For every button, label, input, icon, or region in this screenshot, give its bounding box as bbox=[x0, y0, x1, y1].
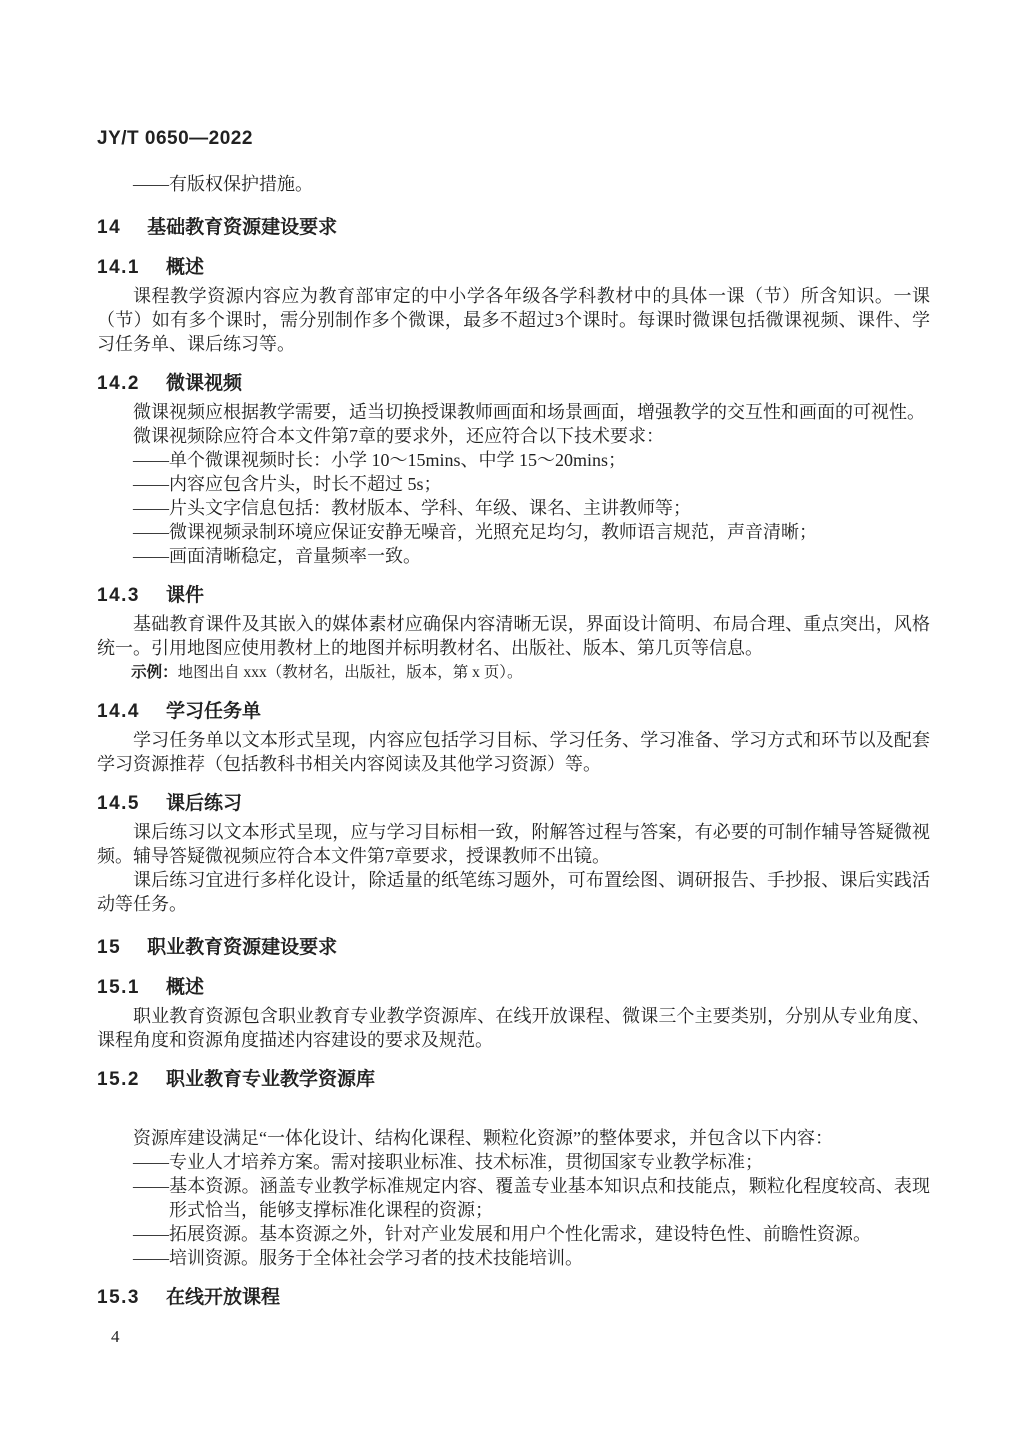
example-label: 示例： bbox=[131, 664, 178, 681]
list-item-dash: ——专业人才培养方案。需对接职业标准、技术标准，贯彻国家专业教学标准； bbox=[133, 1152, 763, 1172]
subsection-heading-15-2 bbox=[97, 1068, 930, 1092]
list-item-dash: ——培训资源。服务于全体社会学习者的技术技能培训。 bbox=[133, 1248, 583, 1268]
subsection-number: 14.2 bbox=[97, 373, 140, 394]
subsection-heading-14-1 bbox=[97, 256, 930, 280]
standard-number-header: JY/T 0650—2022 bbox=[97, 128, 253, 149]
paragraph: 基础教育课件及其嵌入的媒体素材应确保内容清晰无误，界面设计简明、布局合理、重点突出，风格统一。引用地图应使用教材上的地图并标明教材名、出版社、版本、第几页等信息。 bbox=[97, 614, 930, 658]
subsection-number: 15.1 bbox=[97, 977, 140, 998]
subsection-title: 概述 bbox=[165, 257, 204, 278]
subsection-title: 职业教育专业教学资源库 bbox=[165, 1069, 375, 1090]
section-title: 基础教育资源建设要求 bbox=[147, 217, 338, 238]
paragraph: 职业教育资源包含职业教育专业教学资源库、在线开放课程、微课三个主要类别，分别从专业角度、课程角度和资源角度描述内容建设的要求及规范。 bbox=[97, 1006, 930, 1050]
subsection-heading-14-3 bbox=[97, 584, 930, 608]
subsection-heading-14-4 bbox=[97, 700, 930, 724]
list-item-dash: ——单个微课视频时长：小学 10～15mins、中学 15～20mins； bbox=[133, 450, 627, 470]
section-number: 15 bbox=[97, 937, 122, 958]
section-heading-15 bbox=[97, 936, 930, 960]
list-item-dash: ——微课视频录制环境应保证安静无噪音，光照充足均匀，教师语言规范，声音清晰； bbox=[133, 522, 817, 542]
subsection-title: 课件 bbox=[165, 585, 204, 606]
list-item-dash: ——有版权保护措施。 bbox=[133, 174, 313, 194]
subsection-number: 14.3 bbox=[97, 585, 140, 606]
page-number: 4 bbox=[111, 1327, 120, 1346]
list-item-dash: ——片头文字信息包括：教材版本、学科、年级、课名、主讲教师等； bbox=[133, 498, 691, 518]
section-title: 职业教育资源建设要求 bbox=[147, 937, 338, 958]
subsection-number: 14.4 bbox=[97, 701, 140, 722]
subsection-title: 课后练习 bbox=[165, 793, 242, 814]
subsection-title: 学习任务单 bbox=[165, 701, 261, 722]
list-item-dash: ——基本资源。涵盖专业教学标准规定内容、覆盖专业基本知识点和技能点，颗粒化程度较高、表现形式恰当，能够支撑标准化课程的资源； bbox=[133, 1176, 930, 1220]
list-item-dash: ——画面清晰稳定，音量频率一致。 bbox=[133, 546, 421, 566]
paragraph: 微课视频除应符合本文件第7章的要求外，还应符合以下技术要求： bbox=[133, 426, 664, 446]
paragraph: 资源库建设满足“一体化设计、结构化课程、颗粒化资源”的整体要求，并包含以下内容： bbox=[133, 1128, 833, 1148]
subsection-heading-14-5 bbox=[97, 792, 930, 816]
paragraph: 课后练习宜进行多样化设计，除适量的纸笔练习题外，可布置绘图、调研报告、手抄报、课后实践活动等任务。 bbox=[97, 870, 930, 914]
subsection-heading-14-2 bbox=[97, 372, 930, 396]
section-number: 14 bbox=[97, 217, 122, 238]
list-item-dash: ——内容应包含片头，时长不超过 5s； bbox=[133, 474, 442, 494]
example-text: 地图出自 xxx（教材名，出版社，版本，第 x 页）。 bbox=[177, 664, 523, 681]
subsection-heading-15-1 bbox=[97, 976, 930, 1000]
example-note bbox=[97, 662, 930, 684]
paragraph: 微课视频应根据教学需要，适当切换授课教师画面和场景画面，增强教学的交互性和画面的可视性。 bbox=[133, 402, 925, 422]
list-item-dash: ——拓展资源。基本资源之外，针对产业发展和用户个性化需求，建设特色性、前瞻性资源。 bbox=[133, 1224, 871, 1244]
subsection-number: 15.2 bbox=[97, 1069, 140, 1090]
subsection-number: 14.5 bbox=[97, 793, 140, 814]
section-heading-14 bbox=[97, 216, 930, 240]
subsection-number: 14.1 bbox=[97, 257, 140, 278]
subsection-heading-15-3 bbox=[97, 1286, 930, 1310]
subsection-title: 在线开放课程 bbox=[165, 1287, 280, 1308]
subsection-title: 概述 bbox=[165, 977, 204, 998]
subsection-title: 微课视频 bbox=[165, 373, 242, 394]
paragraph: 课后练习以文本形式呈现，应与学习目标相一致，附解答过程与答案，有必要的可制作辅导答疑微视频。辅导答疑微视频应符合本文件第7章要求，授课教师不出镜。 bbox=[97, 822, 930, 866]
paragraph: 学习任务单以文本形式呈现，内容应包括学习目标、学习任务、学习准备、学习方式和环节以及配套学习资源推荐（包括教科书相关内容阅读及其他学习资源）等。 bbox=[97, 730, 930, 774]
paragraph: 课程教学资源内容应为教育部审定的中小学各年级各学科教材中的具体一课（节）所含知识。一课（节）如有多个课时，需分别制作多个微课，最多不超过3个课时。每课时微课包括微课视频、课件、学习任务单、课后练习等。 bbox=[97, 286, 930, 354]
subsection-number: 15.3 bbox=[97, 1287, 140, 1308]
